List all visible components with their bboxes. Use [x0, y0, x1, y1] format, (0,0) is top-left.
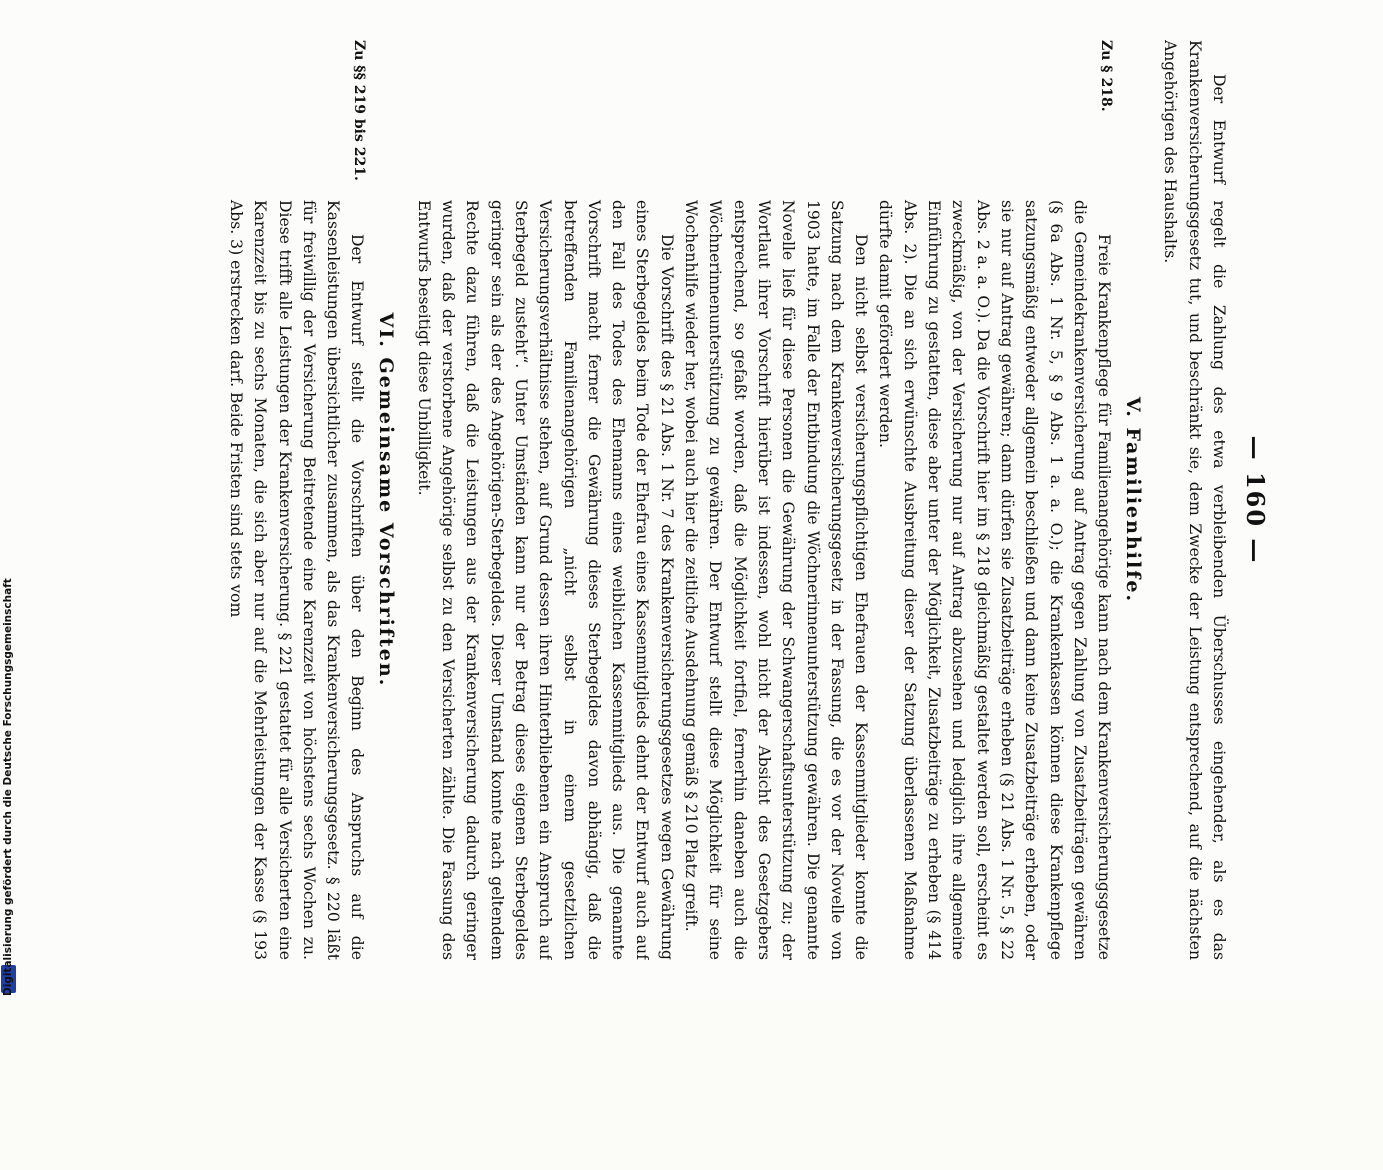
margin-note: Zu §§ 219 bis 221.: [351, 40, 368, 181]
paragraph: Die Vorschrift des § 21 Abs. 1 Nr. 7 des Krankenversicherungsgesetzes wegen Gewährung eines Sterbegeldes beim Tode der Ehefrau eines Kassenmitglieds dehnt der Entwurf auch auf den Fall des Todes des Ehemanns eines weiblichen Kassenmitglieds aus. Die genannte Vorschrift macht ferner die Gewährung dieses Sterbegeldes davon abhängig, daß die betreffenden Familienangehörigen „nicht selbst in einem gesetzlichen Versicherungsverhältnisse stehen, auf Grund dessen ihren Hinterbliebenen ein Anspruch auf Sterbegeld zusteht“. Unter Umständen kann nur der Betrag dieses eigenen Sterbegeldes geringer sein als der des Angehörigen-Sterbegeldes. Dieser Umstand konnte nach geltendem Rechte dazu führen, daß die Leistungen aus der Krankenversicherung dadurch geringer wurden, daß der verstorbene Angehörige selbst zu den Versicherten zählte. Die Fassung des Entwurfs beseitigt diese Unbilligkeit.: [414, 200, 676, 960]
rotated-page: [227, 40, 1270, 1170]
digitization-credit: Digitalisierung gefördert durch die Deutsche Forschungsgemeinschaft: [2, 578, 14, 996]
footer-strip: [0, 0, 18, 1000]
block-zu-218: [412, 40, 1117, 960]
page-content: [140, 40, 1270, 960]
intro-paragraph: Der Entwurf regelt die Zahlung des etwa verbleibenden Überschusses eingehender, als es das Krankenversicherungsgesetz tut, und beschränkt sie, dem Zwecke der Leistung entsprechend, auf die nächsten Angehörigen des Haushalts.: [1161, 40, 1228, 960]
block-zu-219-221: [224, 40, 370, 960]
paragraph: Der Entwurf stellt die Vorschriften über den Beginn des Anspruchs auf die Kassenleistungen übersichtlicher zusammen, als das Krankenversicherungsgesetz. § 220 läßt für freiwillig der Versicherung Beitretende eine Karenzzeit von höchstens sechs Wochen zu. Diese trifft alle Leistungen der Krankenversicherung. § 221 gestattet für alle Versicherten eine Karenzzeit bis zu sechs Monaten, die sich aber nur auf die Mehrleistungen der Kasse (§ 193 Abs. 3) erstrecken darf. Beide Fristen sind stets vom: [227, 200, 367, 960]
paragraph: Freie Krankenpflege für Familienangehörige kann nach dem Krankenversicherungsgesetze die Gemeindekrankenversicherung auf Antrag gegen Zahlung von Zusatzbeiträgen gewähren (§ 6a Abs. 1 Nr. 5, § 9 Abs. 1 a. a. O.); die Krankenkassen können diese Krankenpflege satzungsmäßig entweder allgemein beschließen und dann keine Zusatzbeiträge erheben, oder sie nur auf Antrag gewähren; dann dürfen sie Zusatzbeiträge erheben (§ 21 Abs. 1 Nr. 5, § 22 Abs. 2 a. a. O.). Da die Vorschrift hier im § 218 gleichmäßig gestaltet werden soll, erscheint es zweckmäßig, von der Versicherung nur auf Antrag abzusehen und lediglich ihre allgemeine Einführung zu gestatten, diese aber unter der Möglichkeit, Zusatzbeiträge zu erheben (§ 414 Abs. 2). Die an sich erwünschte Ausbreitung dieser der Satzung überlassenen Maßnahme dürfte damit gefördert werden.: [876, 200, 1114, 960]
section-heading-gemeinsame-vorschriften: VI. Gemeinsame Vorschriften.: [375, 312, 398, 688]
section-heading-familienhilfe: V. Familienhilfe.: [1122, 396, 1145, 604]
margin-note: Zu § 218.: [1098, 40, 1115, 112]
page-number: — 160 —: [1241, 435, 1270, 565]
paragraph: Den nicht selbst versicherungspflichtigen Ehefrauen der Kassenmitglieder konnte die Satzung nach dem Krankenversicherungsgesetz in der Fassung, die es vor der Novelle von 1903 hatte, im Falle der Entbindung die Wöchnerinnenunterstützung gewähren. Die genannte Novelle ließ für diese Personen die Gewährung der Schwangerschaftsunterstützung zu; der Wortlaut ihrer Vorschrift hierüber ist indessen, wohl nicht der Absicht des Gesetzgebers entsprechend, so gefaßt worden, daß die Möglichkeit fortfiel, fernerhin daneben auch die Wöchnerinnenunterstützung zu gewähren. Der Entwurf stellt diese Möglichkeit für seine Wochenhilfe wieder her, wobei auch hier die zeitliche Ausdehnung gemäß § 210 Platz greift.: [682, 200, 871, 960]
